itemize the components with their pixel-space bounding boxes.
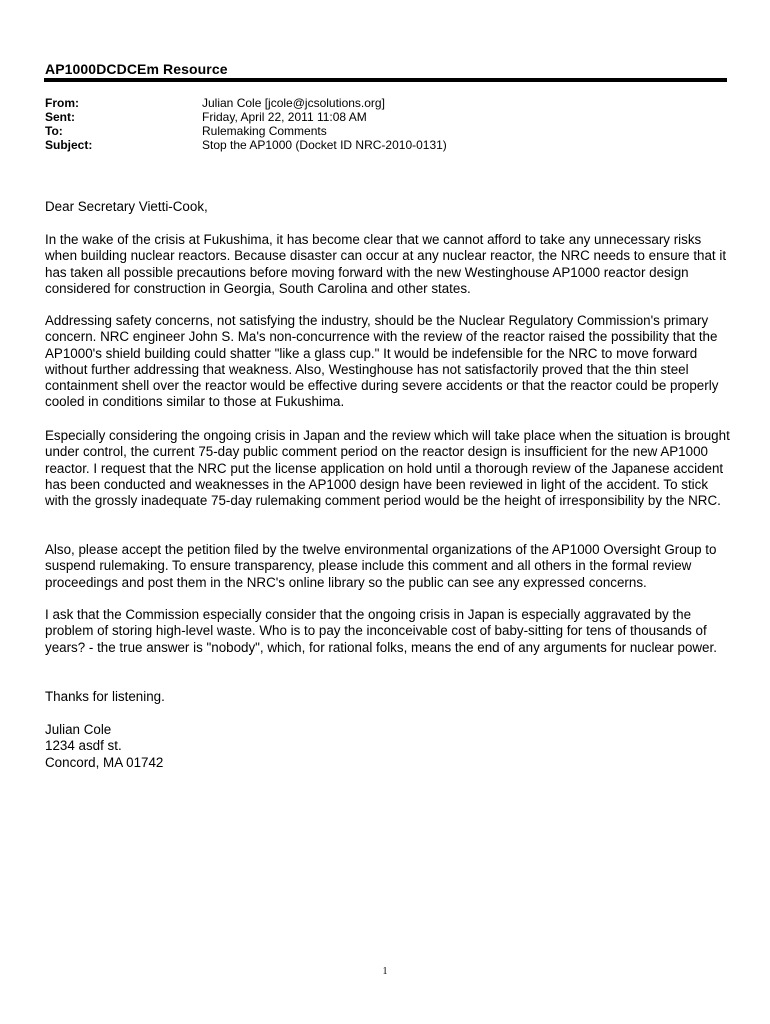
header-sent-label: Sent: bbox=[45, 110, 75, 124]
header-sent-value: Friday, April 22, 2011 11:08 AM bbox=[202, 110, 367, 124]
header-subject-value: Stop the AP1000 (Docket ID NRC-2010-0131) bbox=[202, 138, 447, 152]
header-to-label: To: bbox=[45, 124, 63, 138]
page-number: 1 bbox=[382, 966, 388, 977]
signature-name: Julian Cole bbox=[45, 722, 112, 737]
header-from-value: Julian Cole [jcole@jcsolutions.org] bbox=[202, 96, 385, 110]
closing bbox=[45, 689, 735, 705]
paragraph-text: Also, please accept the petition filed by the twelve environmental organizations of the AP1000 Oversight Group to suspend rulemaking. To ensure transparency, please include this comment and all others in the formal review proceedings and post them in the NRC's online library so the public can see any expressed concerns. bbox=[45, 542, 717, 590]
closing-text: Thanks for listening. bbox=[45, 689, 165, 704]
paragraph-text: In the wake of the crisis at Fukushima, it has become clear that we cannot afford to take any unnecessary risks when building nuclear reactors. Because disaster can occur at any nuclear reactor, the NRC needs to ensure that it has taken all possible precautions before moving forward with the new Westinghouse AP1000 reactor design considered for construction in Georgia, South Carolina and other states. bbox=[45, 232, 727, 296]
header-to-value: Rulemaking Comments bbox=[202, 124, 327, 138]
paragraph-3 bbox=[45, 428, 735, 509]
document-title: AP1000DCDCEm Resource bbox=[45, 61, 228, 77]
salutation bbox=[45, 199, 735, 215]
signature-street: 1234 asdf st. bbox=[45, 738, 122, 754]
paragraph-5 bbox=[45, 607, 735, 656]
salutation-text: Dear Secretary Vietti-Cook, bbox=[45, 199, 208, 214]
paragraph-text: Addressing safety concerns, not satisfying the industry, should be the Nuclear Regulatory Commission's primary concern. NRC engineer John S. Ma's non-concurrence with the review of the reactor raised the possibility that the AP1000's shield building could shatter "like a glass cup." It would be indefensible for the NRC to move forward without further addressing that weakness. Also, Westinghouse has not satisfactorily proved that the thin steel containment shell over the reactor would be effective during severe accidents or that the reactor could be properly cooled in conditions similar to those at Fukushima. bbox=[45, 313, 719, 410]
paragraph-1 bbox=[45, 232, 735, 297]
signature-city: Concord, MA 01742 bbox=[45, 754, 164, 770]
title-divider bbox=[44, 78, 727, 82]
header-subject-label: Subject: bbox=[45, 138, 93, 152]
paragraph-text: I ask that the Commission especially consider that the ongoing crisis in Japan is especially aggravated by the problem of storing high-level waste. Who is to pay the inconceivable cost of baby-sitting for tens of thousands of years? - the true answer is "nobody", which, for rational folks, means the end of any arguments for nuclear power. bbox=[45, 607, 717, 655]
signature-block bbox=[45, 722, 735, 771]
paragraph-4 bbox=[45, 542, 735, 591]
paragraph-2 bbox=[45, 313, 735, 411]
paragraph-text: Especially considering the ongoing crisis in Japan and the review which will take place when the situation is brought under control, the current 75-day public comment period on the reactor design is insufficient for the new AP1000 reactor. I request that the NRC put the license application on hold until a thorough review of the Japanese accident has been conducted and weaknesses in the AP1000 design have been reviewed in light of the accident. To stick with the grossly inadequate 75-day rulemaking comment period would be the height of irresponsibility by the NRC. bbox=[45, 428, 730, 509]
header-from-label: From: bbox=[45, 96, 79, 110]
